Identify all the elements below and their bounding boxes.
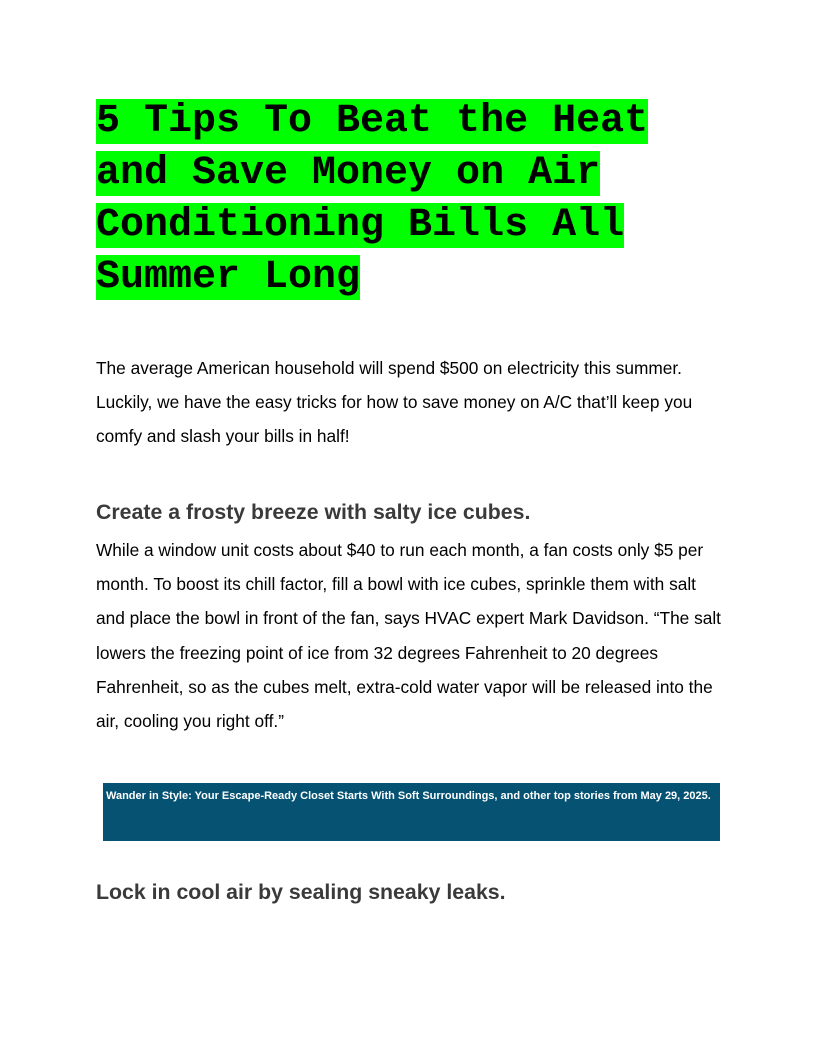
top-stories-banner[interactable] xyxy=(103,783,720,841)
section-body-ice-cubes: While a window unit costs about $40 to run each month, a fan costs only $5 per month. To boost its chill factor, fill a bowl with ice cubes, sprinkle them with salt and place the bowl in front of the fan, says HVAC expert Mark Davidson. “The salt lowers the freezing point of ice from 32 degrees Fahrenheit to 20 degrees Fahrenheit, so as the cubes melt, extra-cold water vapor will be released into the air, cooling you right off.” xyxy=(96,540,721,732)
section-heading-ice-cubes: Create a frosty breeze with salty ice cubes. xyxy=(96,500,531,524)
article-title xyxy=(96,96,696,304)
section-heading-sealing-leaks: Lock in cool air by sealing sneaky leaks. xyxy=(96,880,506,904)
banner-link-text[interactable]: Wander in Style: Your Escape-Ready Closet Starts With Soft Surroundings, and other top stories from May 29, 2025. xyxy=(106,790,711,802)
document-page xyxy=(96,96,722,904)
intro-paragraph: The average American household will spend $500 on electricity this summer. Luckily, we have the easy tricks for how to save money on A/C that’ll keep you comfy and slash your bills in half! xyxy=(96,358,693,446)
article-title-text: 5 Tips To Beat the Heat and Save Money on Air Conditioning Bills All Summer Long xyxy=(96,99,649,300)
